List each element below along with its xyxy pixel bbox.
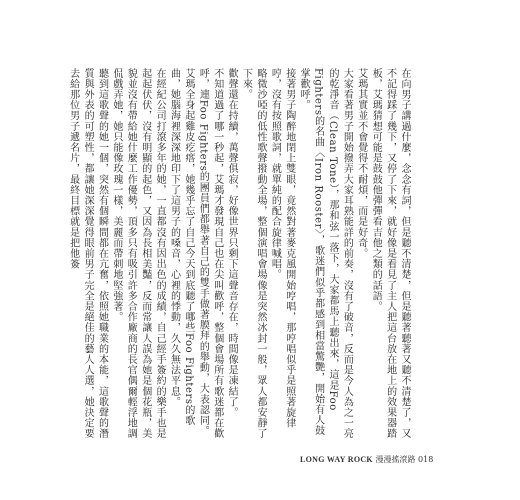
paragraph: 大家看著男子開始撥弄大家耳熟能詳的前奏，沒有了破音，反而是今人為之一亮的乾淨音（Clean Tone），那和弦一落下，大家都馬上聽出來，這是Foo Fighters的名曲〈Iron Rooster〉，歌迷們似乎都感到相當驚艷，開始有人鼓掌歡呼。 bbox=[298, 68, 353, 439]
paragraph: 在經紀公司打滾多年的她，一直都沒有因出色的成績，自己經手簽約的樂手也是起起伏伏，沒有明顯的起色，又因為長相美豔，反而常讓人誤為她是個花瓶，美貌並沒有帶給她什麼工作優勢，頂多只有吸引許多合作廠商的長官偶爾輕浮地調侃戲弄她，她只能像玫瑰一樣，美麗而帶刺地堅強著。 bbox=[110, 68, 166, 439]
paragraph: 歡聲還在持續，萬聲俱寂，好像世界只剩下這聲音存在，時間像是凍結了。 bbox=[226, 68, 238, 418]
page-number: 018 bbox=[418, 455, 434, 464]
body-text bbox=[67, 68, 411, 444]
page-footer bbox=[300, 454, 434, 465]
book-title-zh: 漫漫搖滾路 bbox=[375, 455, 416, 464]
paragraph: 略微沙啞的低性歌聲撥動全場，整個演唱會場像是突然冰封一般，眾人都安靜了下來。 bbox=[240, 68, 266, 439]
paragraph: 艾瑪其實並不會覺得不耐煩，而是好奇。 bbox=[355, 68, 367, 259]
paragraph: 不知道過了哪一秒起，艾瑪才發現自己也在尖叫歡呼，整個會場所有歌迷都在歡呼，連Foo Fighters的團員們都舉著自己的雙手做著膜拜的舉動，大表認同。 bbox=[197, 68, 223, 439]
book-title-en: LONG WAY ROCK bbox=[300, 455, 373, 464]
paragraph: 在向男子講過什麼，念念有詞，但是聽不清楚，但是聽著聽著又聽不清楚了，又不記得踩了幾下，又停了下來，就好像是看見了主人把這台放在地上的效果器踏板，艾瑪猜想可能是鼓鼓他彈彈看吉他之類的話語。 bbox=[370, 68, 410, 439]
paragraph: 聽到這歌聲的她一個，突然有個瞬間都在亢奮，依照她職業的本能，這歌聲的潛質與外表的可塑性，都讓她深深覺得眼前男子完全是絕佳的藝人人選，她決定要去給那位男子遞名片，最終目標就是把他簽 bbox=[67, 68, 108, 439]
paragraph: 艾瑪全身起雞皮疙瘩，她幾乎忘了自己今天到底聽了哪些Foo Fighters的歌曲，她腦海裡深深地印下了這男子的嗓音，心裡的悸動，久久無法平息。 bbox=[168, 68, 194, 426]
paragraph: 接著男子陶醉地閉上雙眼，竟然對著麥克風開始哼唱，那哼唱似乎是照著旋律哼，沒有按照歌詞，就單純的配合旋律喊唱。 bbox=[269, 68, 295, 429]
